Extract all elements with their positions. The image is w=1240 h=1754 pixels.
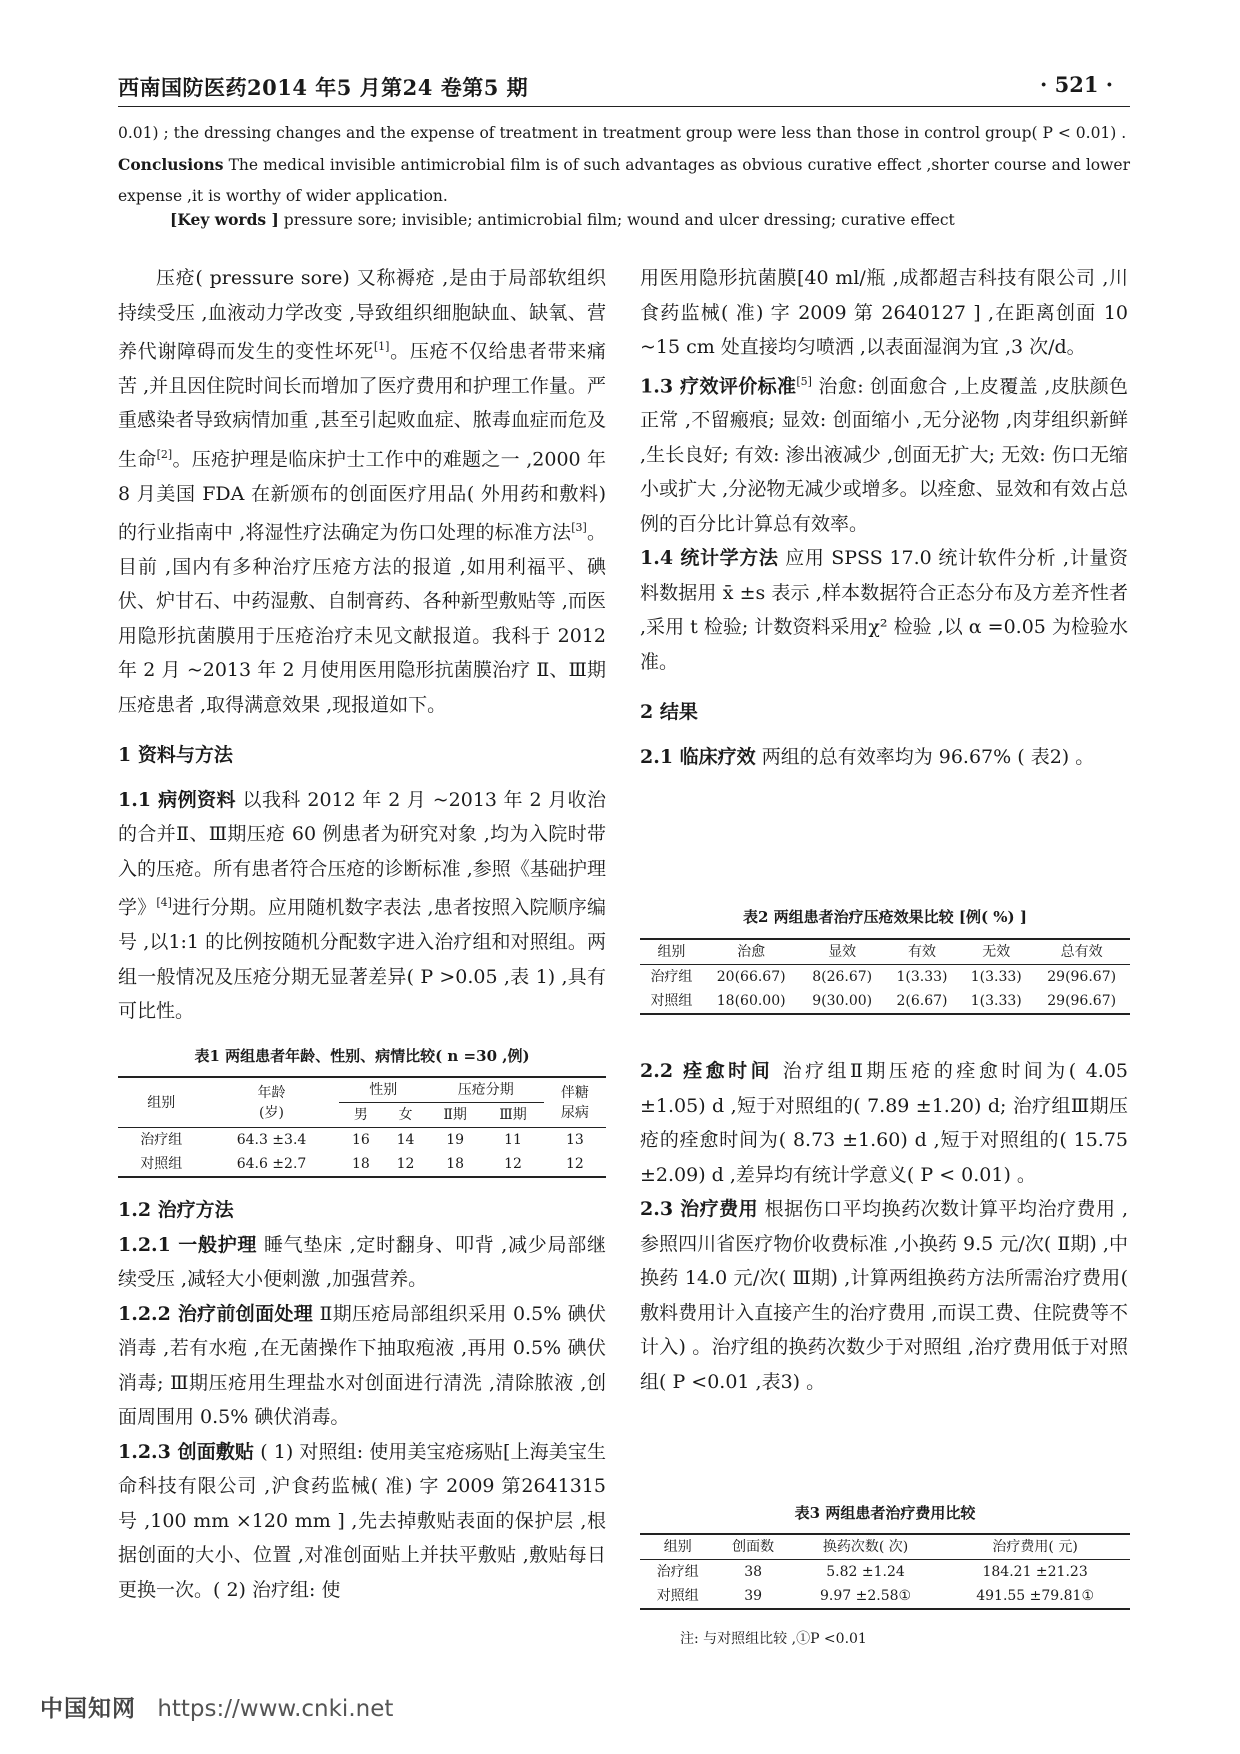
subsection-text: 治愈: 创面愈合 ,上皮覆盖 ,皮肤颜色正常 ,不留瘢痕; 显效: 创面缩小 ,无分泌物 ,肉芽组织新鲜 ,生长良好; 有效: 渗出液减少 ,创面无扩大; 无效: 伤口无缩小或扩大 ,分泌物无减少或增多。以痊愈、显效和有效占总例的百分比计算总有效率。 <box>640 374 1129 535</box>
table-header: 组别 <box>640 939 703 965</box>
keywords <box>170 210 1130 229</box>
table-header: 显效 <box>799 939 884 965</box>
section-1-2-3-continued: 用医用隐形抗菌膜[40 ml/瓶 ,成都超吉科技有限公司 ,川食药监械( 准) 字 2009 第 2640127 ] ,在距离创面 10 ~15 cm 处直接均匀喷洒 ,以表面湿润为宜 ,3 次/d。 <box>640 267 1128 358</box>
table-cell: 对照组 <box>656 1588 699 1604</box>
table1-caption: 表1 两组患者年龄、性别、病情比较( n =30 ,例) <box>194 1047 530 1065</box>
table-cell: 1(3.33) <box>970 993 1022 1009</box>
table-header: 组别 <box>640 1534 715 1560</box>
subsection-text: ( 1) 对照组: 使用美宝疮疡贴[上海美宝生命科技有限公司 ,沪食药监械( 准) 字 2009 第2641315 号 ,100 mm ×120 mm ] ,先去掉敷贴表面的保护层 ,根据创面的大小、位置 ,对准创面贴上并扶平敷贴 ,敷贴每日更换一次。( 2) 治疗组: 使 <box>118 1440 606 1601</box>
section-1-2: 1.2 治疗方法 <box>118 1199 234 1221</box>
subsection-text: 两组的总有效率均为 96.67% ( 表2) 。 <box>755 745 1095 768</box>
table-cell: 18 <box>446 1156 465 1172</box>
section-1-2-2 <box>118 1297 606 1435</box>
table-header-text: 年龄 <box>257 1084 286 1101</box>
table-header: Ⅲ期 <box>482 1103 543 1128</box>
table-cell: 9.97 ±2.58① <box>819 1588 912 1604</box>
citation: [4] <box>156 896 172 910</box>
table3-caption: 表3 两组患者治疗费用比较 <box>794 1504 976 1522</box>
section-2-3 <box>640 1192 1128 1399</box>
subsection-text: 根据伤口平均换药次数计算平均治疗费用 ,参照四川省医疗物价收费标准 ,小换药 9.5 元/次( Ⅱ期) ,中换药 14.0 元/次( Ⅲ期) ,计算两组换药方法所需治疗费用( 敷料费用计入直接产生的治疗费用 ,而误工费、住院费等不计入) 。治疗组的换药次数少于对照组 ,治疗费用低于对照组( P <0.01 ,表3) 。 <box>640 1198 1129 1393</box>
subsection-title: 1.2.2 治疗前创面处理 <box>118 1302 314 1325</box>
table2-caption: 表2 两组患者治疗压疮效果比较 [例( %) ] <box>743 908 1027 926</box>
table-cell: 491.55 ±79.81① <box>976 1588 1095 1604</box>
section-1-4 <box>640 541 1128 679</box>
table-cell: 20(66.67) <box>716 969 786 985</box>
section-1-1 <box>118 783 606 1029</box>
table-row <box>640 965 1130 990</box>
table-cell: 11 <box>504 1132 522 1148</box>
abstract-line: 0.01) ; the dressing changes and the expense of treatment in treatment group were less than those in control group( P < 0.01) . <box>118 124 1127 142</box>
table-cell: 1(3.33) <box>896 969 948 985</box>
subsection-title: 1.2.1 一般护理 <box>118 1233 258 1256</box>
subsection-text: 睡气垫床 ,定时翻身、叩背 ,减少局部继续受压 ,减轻大小便刺激 ,加强营养。 <box>118 1233 606 1290</box>
table-header: 总有效 <box>1033 939 1130 965</box>
header-rule <box>118 106 1130 107</box>
citation: [1] <box>373 340 390 353</box>
section-2-2 <box>640 1054 1128 1192</box>
intro-text: 压疮( pressure sore) 又称褥疮 ,是由于局部软组织持续受压 ,血液动力学改变 ,导致组织细胞缺血、缺氧、营养代谢障碍而发生的变性坏死 <box>118 267 606 363</box>
table-header: 有效 <box>885 939 959 965</box>
table-cell: 治疗组 <box>140 1132 183 1148</box>
subsection-title: 2.3 治疗费用 <box>640 1198 759 1220</box>
table-header-text: (岁) <box>259 1104 284 1121</box>
table3-note: 注: 与对照组比较 ,①P <0.01 <box>680 1631 867 1647</box>
subsection-text: 以我科 2012 年 2 月 ~2013 年 2 月收治的合并Ⅱ、Ⅲ期压疮 60 例患者为研究对象 ,均为入院时带入的压疮。所有患者符合压疮的诊断标准 ,参照《基础护理学》 <box>118 788 606 919</box>
section-heading: 2 结果 <box>640 701 698 724</box>
table3 <box>640 1533 1130 1610</box>
table-cell: 8(26.67) <box>812 969 873 985</box>
left-column-bottom <box>118 1193 606 1607</box>
section-1-2-3 <box>118 1435 606 1608</box>
subsection-title: 1.3 疗效评价标准 <box>640 374 797 397</box>
table-cell: 对照组 <box>650 993 693 1009</box>
subsection-title: 2.2 痊愈时间 <box>640 1060 774 1082</box>
table-header: 组别 <box>118 1077 204 1128</box>
table-row <box>640 1584 1130 1609</box>
table-cell: 1(3.33) <box>970 969 1022 985</box>
citation: [2] <box>156 447 173 461</box>
table-cell: 13 <box>565 1132 584 1148</box>
intro-text: 。目前 ,国内有多种治疗压疮方法的报道 ,如用利福平、碘伏、炉甘石、中药湿敷、自制膏药、各种新型敷贴等 ,而医用隐形抗菌膜用于压疮治疗未见文献报道。我科于 2012 年 2 月 ~2013 年 2 月使用医用隐形抗菌膜治疗 Ⅱ、Ⅲ期压疮患者 ,取得满意效果 ,现报道如下。 <box>118 521 606 716</box>
table1 <box>118 1076 606 1178</box>
table-cell: 12 <box>504 1156 522 1172</box>
table-cell: 38 <box>744 1564 763 1580</box>
table-cell: 14 <box>396 1132 415 1148</box>
right-column-top <box>640 261 1128 774</box>
intro-text: 。压疮护理是临床护士工作中的难题之一 ,2000 年 8 月美国 FDA 在新颁布的创面医疗用品( 外用药和敷料) 的行业指南中 ,将湿性疗法确定为伤口处理的标准方法 <box>118 448 606 544</box>
table-header: 无效 <box>959 939 1033 965</box>
table-cell: 12 <box>565 1156 584 1172</box>
table-cell: 12 <box>396 1156 415 1172</box>
table2 <box>640 938 1130 1015</box>
section-1-3 <box>640 365 1128 542</box>
abstract-continuation <box>118 118 1130 212</box>
subsection-title: 1.2.3 创面敷贴 <box>118 1440 255 1463</box>
table-cell: 治疗组 <box>650 969 693 985</box>
table-row <box>118 1128 606 1153</box>
table-cell: 治疗组 <box>656 1564 699 1580</box>
citation: [3] <box>571 521 587 535</box>
table-header: 治愈 <box>703 939 800 965</box>
conclusions-label: Conclusions <box>118 155 224 174</box>
table-header: 性别 <box>339 1077 428 1103</box>
table-header-text: 尿病 <box>560 1104 589 1121</box>
section-heading: 1 资料与方法 <box>118 744 233 767</box>
table-cell: 2(6.67) <box>896 993 948 1009</box>
table-row <box>118 1152 606 1177</box>
subsection-title: 2.1 临床疗效 <box>640 745 756 768</box>
table-header: Ⅱ期 <box>428 1103 482 1128</box>
left-column-top <box>118 261 606 1029</box>
table-row <box>640 1560 1130 1585</box>
table-header: 男 <box>339 1103 384 1128</box>
cnki-url[interactable]: https://www.cnki.net <box>157 1696 394 1722</box>
subsection-text: 应用 SPSS 17.0 统计软件分析 ,计量资料数据用 x̄ ±s 表示 ,样本数据符合正态分布及方差齐性者 ,采用 t 检验; 计数资料采用χ² 检验 ,以 α =0.05 为检验水准。 <box>640 547 1129 673</box>
subsection-title: 1.1 病例资料 <box>118 788 236 811</box>
table-cell: 29(96.67) <box>1047 993 1117 1009</box>
subsection-text: 进行分期。应用随机数字表法 ,患者按照入院顺序编号 ,以1:1 的比例按随机分配数字进入治疗组和对照组。两组一般情况及压疮分期无显著差异( P >0.05 ,表 1) ,具有可比性。 <box>118 896 606 1023</box>
cnki-brand: 中国知网 <box>40 1696 136 1722</box>
table-cell: 29(96.67) <box>1047 969 1117 985</box>
section-2-1 <box>640 740 1128 775</box>
journal-header: 西南国防医药2014 年5 月第24 卷第5 期 <box>118 75 529 100</box>
intro-text: 。压疮不仅给患者带来痛苦 ,并且因住院时间长而增加了医疗费用和护理工作量。严重感染者导致病情加重 ,甚至引起败血症、脓毒血症而危及生命 <box>118 340 606 471</box>
table-cell: 9(30.00) <box>812 993 873 1009</box>
intro-paragraph <box>118 261 606 722</box>
citation: [5] <box>796 374 812 388</box>
section-1-2-1 <box>118 1228 606 1297</box>
table-cell: 18(60.00) <box>716 993 786 1009</box>
table-cell: 18 <box>352 1156 370 1172</box>
table-cell: 对照组 <box>140 1156 183 1172</box>
table-cell: 19 <box>446 1132 465 1148</box>
subsection-text: 治疗组Ⅱ期压疮的痊愈时间为( 4.05 ±1.05) d ,短于对照组的( 7.89 ±1.20) d; 治疗组Ⅲ期压疮的痊愈时间为( 8.73 ±1.60) d ,短于对照组的( 15.75 ±2.09) d ,差异均有统计学意义( P < 0.01) 。 <box>640 1060 1128 1186</box>
table-cell: 64.3 ±3.4 <box>236 1132 307 1148</box>
keywords-label: [Key words ] <box>170 210 279 229</box>
right-column-middle <box>640 1054 1128 1399</box>
cnki-footer <box>40 1690 393 1723</box>
keywords-text: pressure sore; invisible; antimicrobial film; wound and ulcer dressing; curative effect <box>278 211 955 229</box>
table-cell: 39 <box>744 1588 763 1604</box>
table-row <box>640 989 1130 1014</box>
table-header: 换药次数( 次) <box>791 1534 940 1560</box>
subsection-text: Ⅱ期压疮局部组织采用 0.5% 碘伏消毒 ,若有水疱 ,在无菌操作下抽取疱液 ,再用 0.5% 碘伏消毒; Ⅲ期压疮用生理盐水对创面进行清洗 ,清除脓液 ,创面周围用 0.5% 碘伏消毒。 <box>118 1302 606 1428</box>
table-header: 女 <box>383 1103 428 1128</box>
table-header-text: 伴糖 <box>560 1084 589 1101</box>
table-header: 治疗费用( 元) <box>940 1534 1130 1560</box>
subsection-title: 1.4 统计学方法 <box>640 547 779 570</box>
table-cell: 16 <box>352 1132 370 1148</box>
table-cell: 64.6 ±2.7 <box>236 1156 307 1172</box>
table-cell: 5.82 ±1.24 <box>826 1564 905 1580</box>
table-header: 压疮分期 <box>428 1077 544 1103</box>
table-header <box>544 1077 606 1128</box>
conclusions-text: The medical invisible antimicrobial film is of such advantages as obvious curative effect ,shorter course and lower expense ,it is worthy of wider application. <box>118 156 1130 205</box>
table-header <box>204 1077 338 1128</box>
page-number: · 521 · <box>1040 72 1114 97</box>
table-header: 创面数 <box>715 1534 790 1560</box>
table-cell: 184.21 ±21.23 <box>982 1564 1088 1580</box>
